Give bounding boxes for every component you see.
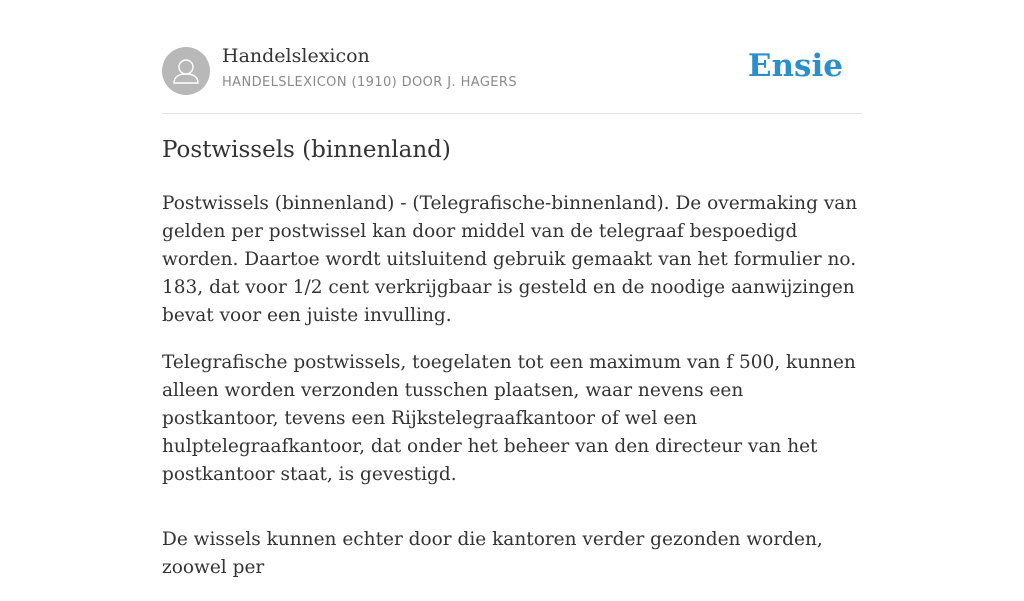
article-body (162, 190, 862, 601)
avatar[interactable] (162, 47, 210, 95)
article-paragraph: Postwissels (binnenland) - (Telegrafische-binnenland). De overmaking van gelden per postwissel kan door middel van de telegraaf bespoedigd worden. Daartoe wordt uitsluitend gebruik gemaakt van het formulier no. 183, dat voor 1/2 cent verkrijgbaar is gesteld en de noodige aanwijzingen bevat voor een juiste invulling. (162, 193, 858, 326)
brand-logo[interactable]: Ensie (747, 48, 843, 84)
source-subtitle: HANDELSLEXICON (1910) DOOR J. HAGERS (222, 75, 517, 90)
article-paragraph: De wissels kunnen echter door die kantoren verder gezonden worden, zoowel per (162, 529, 823, 578)
page-content (162, 0, 862, 578)
user-icon (162, 47, 210, 95)
source-header (162, 0, 862, 114)
article-paragraph: Telegrafische postwissels, toegelaten tot een maximum van f 500, kunnen alleen worden verzonden tusschen plaatsen, waar nevens een postkantoor, tevens een Rijkstelegraafkantoor of wel een hulptelegraafkantoor, dat onder het beheer van den directeur van het postkantoor staat, is gevestigd. (162, 352, 856, 485)
source-name[interactable]: Handelslexicon (222, 45, 370, 67)
page-title: Postwissels (binnenland) (162, 137, 451, 163)
